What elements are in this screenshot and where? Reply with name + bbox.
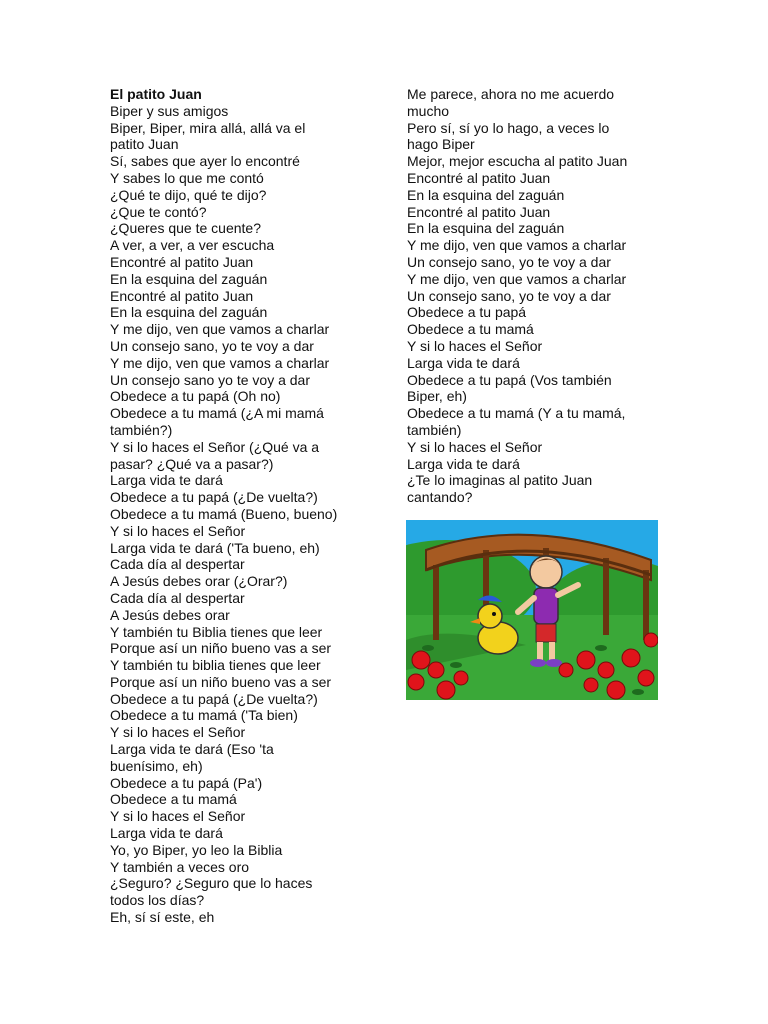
lyric-line: Obedece a tu papá (Pa') [110, 774, 263, 791]
lyric-line: Y si lo haces el Señor [110, 808, 246, 825]
right-lyrics-column [407, 86, 667, 506]
left-lyrics-column [110, 86, 375, 926]
lyric-line: Y me dijo, ven que vamos a charlar [110, 321, 330, 338]
lyric-line: ¿Queres que te cuente? [110, 220, 261, 237]
lyric-line: Me parece, ahora no me acuerdo [407, 86, 615, 102]
lyric-line: Obedece a tu mamá [110, 791, 237, 808]
lyric-line: Y también a veces oro [110, 858, 250, 875]
left-lyrics-lines [110, 103, 375, 926]
lyric-line: Obedece a tu mamá (¿A mi mamá [110, 405, 324, 422]
lyric-line: Y si lo haces el Señor (¿Qué va a [110, 438, 320, 455]
lyric-line: Larga vida te dará [407, 354, 520, 371]
lyric-line: Larga vida te dará (Eso 'ta [110, 741, 274, 758]
lyric-line: Larga vida te dará [407, 455, 520, 472]
lyric-line: Cada día al despertar [110, 556, 245, 573]
lyric-line: Sí, sabes que ayer lo encontré [110, 153, 300, 170]
lyric-line: Obedece a tu papá (Vos también [407, 371, 612, 388]
lyric-line: Larga vida te dará [110, 472, 223, 489]
lyric-line: Un consejo sano yo te voy a dar [110, 371, 311, 388]
lyric-line: Obedece a tu mamá ('Ta bien) [110, 707, 298, 724]
lyric-line: mucho [407, 102, 450, 119]
lyric-line: Y si lo haces el Señor [407, 438, 543, 455]
lyric-line: ¿Seguro? ¿Seguro que lo haces [110, 875, 313, 892]
lyric-line: Y si lo haces el Señor [110, 724, 246, 741]
song-title: El patito Juan [110, 86, 202, 102]
lyric-line: Yo, yo Biper, yo leo la Biblia [110, 841, 283, 858]
lyric-line: A Jesús debes orar (¿Orar?) [110, 573, 288, 590]
lyric-line: también?) [110, 421, 173, 438]
lyric-line: ¿Qué te dijo, qué te dijo? [110, 186, 267, 203]
lyric-line: A Jesús debes orar [110, 606, 230, 623]
lyric-line: Biper, eh) [407, 388, 467, 405]
lyric-line: cantando? [407, 489, 473, 506]
lyric-line: En la esquina del zaguán [407, 186, 565, 203]
lyric-line: Biper, Biper, mira allá, allá va el [110, 119, 306, 136]
lyric-line: Encontré al patito Juan [110, 287, 254, 304]
lyric-line: Obedece a tu papá [407, 304, 527, 321]
right-lyrics-lines [407, 86, 667, 506]
lyric-line: Cada día al despertar [110, 589, 245, 606]
lyric-line: buenísimo, eh) [110, 757, 203, 774]
lyric-line: patito Juan [110, 136, 179, 153]
lyric-line: En la esquina del zaguán [110, 270, 268, 287]
lyric-line: Y también tu biblia tienes que leer [110, 657, 321, 674]
lyric-line: Y si lo haces el Señor [407, 337, 543, 354]
lyric-line: Encontré al patito Juan [407, 203, 551, 220]
lyric-line: Y me dijo, ven que vamos a charlar [407, 270, 627, 287]
lyric-line: todos los días? [110, 892, 205, 909]
lyric-line: A ver, a ver, a ver escucha [110, 237, 275, 254]
lyric-line: Larga vida te dará [110, 825, 223, 842]
lyric-line: Y también tu Biblia tienes que leer [110, 623, 323, 640]
lyric-line: Obedece a tu mamá (Y a tu mamá, [407, 405, 626, 422]
lyric-line: Un consejo sano, yo te voy a dar [407, 287, 611, 304]
lyric-line: Biper y sus amigos [110, 102, 229, 119]
lyric-line: Encontré al patito Juan [110, 253, 254, 270]
bridge-illustration [406, 520, 658, 700]
lyric-line: Y me dijo, ven que vamos a charlar [110, 354, 330, 371]
lyric-line: Y me dijo, ven que vamos a charlar [407, 237, 627, 254]
lyric-line: Y si lo haces el Señor [110, 522, 246, 539]
lyric-line: Pero sí, sí yo lo hago, a veces lo [407, 119, 610, 136]
lyric-line: Encontré al patito Juan [407, 169, 551, 186]
lyric-line: también) [407, 421, 462, 438]
lyric-line: Un consejo sano, yo te voy a dar [407, 253, 611, 270]
lyric-line: Porque así un niño bueno vas a ser [110, 640, 332, 657]
lyric-line: ¿Que te contó? [110, 203, 207, 220]
lyric-line: Obedece a tu papá (¿De vuelta?) [110, 690, 318, 707]
lyric-line: Porque así un niño bueno vas a ser [110, 673, 332, 690]
lyric-line: Eh, sí sí este, eh [110, 909, 215, 926]
lyric-line: hago Biper [407, 136, 475, 153]
lyric-line: Mejor, mejor escucha al patito Juan [407, 153, 628, 170]
lyric-line: Y sabes lo que me contó [110, 169, 264, 186]
lyric-line: Obedece a tu mamá [407, 321, 534, 338]
lyric-line: Larga vida te dará ('Ta bueno, eh) [110, 539, 320, 556]
lyric-line: pasar? ¿Qué va a pasar?) [110, 455, 274, 472]
lyric-line: Obedece a tu papá (¿De vuelta?) [110, 489, 318, 506]
lyric-line: ¿Te lo imaginas al patito Juan [407, 472, 593, 489]
lyric-line: En la esquina del zaguán [110, 304, 268, 321]
lyric-line: Un consejo sano, yo te voy a dar [110, 337, 314, 354]
lyric-line: Obedece a tu papá (Oh no) [110, 388, 281, 405]
lyric-line: En la esquina del zaguán [407, 220, 565, 237]
lyric-line: Obedece a tu mamá (Bueno, bueno) [110, 505, 338, 522]
